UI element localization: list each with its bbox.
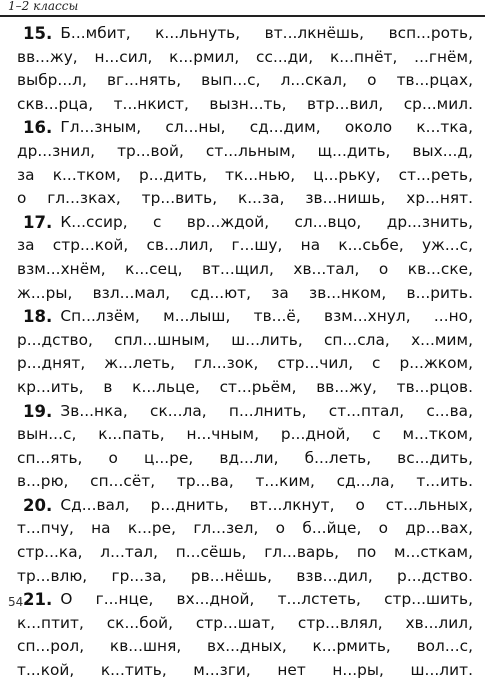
exercise-line: кр...ить, в к...льце, ст...рьём, вв...жу, тв...рцов. (17, 377, 473, 396)
exercise-line (17, 588, 473, 612)
exercise-line: за к...тком, р...дить, тк...нью, ц...рьку, ст...реть, (17, 165, 473, 184)
exercise-number: 18. (23, 307, 53, 327)
exercise-18 (17, 305, 473, 399)
exercise-line: вв...жу, н...сил, к...рмил, сс...ди, к...пнёт, ...гнём, (17, 47, 473, 66)
header-rule (0, 15, 485, 17)
exercise-line (17, 400, 473, 424)
exercise-line: тр...влю, гр...за, рв...нёшь, взв...дил, р...дство. (17, 566, 473, 585)
exercise-number: 19. (23, 401, 53, 421)
exercise-line: р...дство, спл...шным, ш...лить, сп...сла, х...мим, (17, 330, 473, 349)
exercise-21 (17, 588, 473, 682)
exercise-line: вын...с, к...пать, н...чным, р...дной, с м...тком, (17, 425, 473, 444)
exercise-text: Б...мбит, к...льнуть, вт...лкнёшь, всп...роть, (60, 24, 473, 42)
exercise-text: Зв...нка, ск...ла, п...лнить, ст...птал, с...ва, (60, 401, 473, 420)
exercise-line: о гл...зках, тр...вить, к...за, зв...нишь, хр...нят. (17, 189, 473, 208)
exercise-line: за стр...кой, св...лил, г...шу, на к...сьбе, уж...с, (17, 236, 473, 255)
exercise-15 (17, 22, 473, 116)
exercise-20 (17, 494, 473, 588)
exercise-line: сп...ять, о ц...ре, вд...ли, б...леть, вс...дить, (17, 448, 473, 467)
exercise-line (17, 116, 473, 140)
exercise-text: К...ссир, с вр...ждой, сл...вцо, др...знить, (60, 212, 473, 231)
page-header-label: 1–2 классы (8, 0, 79, 13)
exercise-text: Сп...лзём, м...лыш, тв...ё, взм...хнул, ...но, (60, 307, 473, 326)
exercise-16 (17, 116, 473, 210)
exercise-number: 15. (23, 24, 53, 43)
exercise-19 (17, 400, 473, 494)
exercise-line: сп...рол, кв...шня, вх...дных, к...рмить, вол...с, (17, 637, 473, 656)
exercise-line (17, 305, 473, 329)
exercise-number: 17. (23, 212, 53, 232)
exercise-text: О г...нце, вх...дной, т...лстеть, стр...шить, (60, 590, 473, 609)
exercise-line (17, 211, 473, 235)
exercise-line: стр...ка, л...тал, п...сёшь, гл...варь, по м...сткам, (17, 543, 473, 562)
exercise-line: ж...ры, взл...мал, сд...ют, за зв...нком, в...рить. (17, 283, 473, 302)
exercise-line: р...днят, ж...леть, гл...зок, стр...чил, с р...жком, (17, 354, 473, 373)
exercise-line: т...кой, к...тить, м...зги, нет н...ры, ш...лит. (17, 661, 473, 680)
exercise-line: т...пчу, на к...ре, гл...зел, о б...йце, о др...вах, (17, 519, 473, 538)
exercise-line (17, 22, 473, 46)
exercise-line: к...птит, ск...бой, стр...шат, стр...влял, хв...лил, (17, 613, 473, 632)
exercise-line: в...рю, сп...сёт, тр...ва, т...ким, сд...ла, т...ить. (17, 472, 473, 491)
exercise-text: Гл...зным, сл...ны, сд...дим, около к...тка, (60, 118, 473, 137)
page-number: 54 (8, 595, 24, 609)
exercise-line: скв...рца, т...нкист, вызн...ть, втр...вил, ср...мил. (17, 94, 473, 113)
exercise-number: 20. (23, 495, 53, 515)
exercise-list (17, 22, 473, 683)
exercise-line: взм...хнём, к...сец, вт...щил, хв...тал, о кв...ске, (17, 259, 473, 278)
exercise-text: Сд...вал, р...днить, вт...лкнут, о ст...льных, (60, 495, 473, 514)
exercise-number: 21. (23, 590, 53, 610)
exercise-line (17, 494, 473, 518)
exercise-number: 16. (23, 118, 53, 138)
exercise-17 (17, 211, 473, 305)
exercise-line: др...знил, тр...вой, ст...льным, щ...дить, вых...д, (17, 141, 473, 160)
exercise-line: выбр...л, вг...нять, вып...с, л...скал, о тв...рцах, (17, 71, 473, 90)
